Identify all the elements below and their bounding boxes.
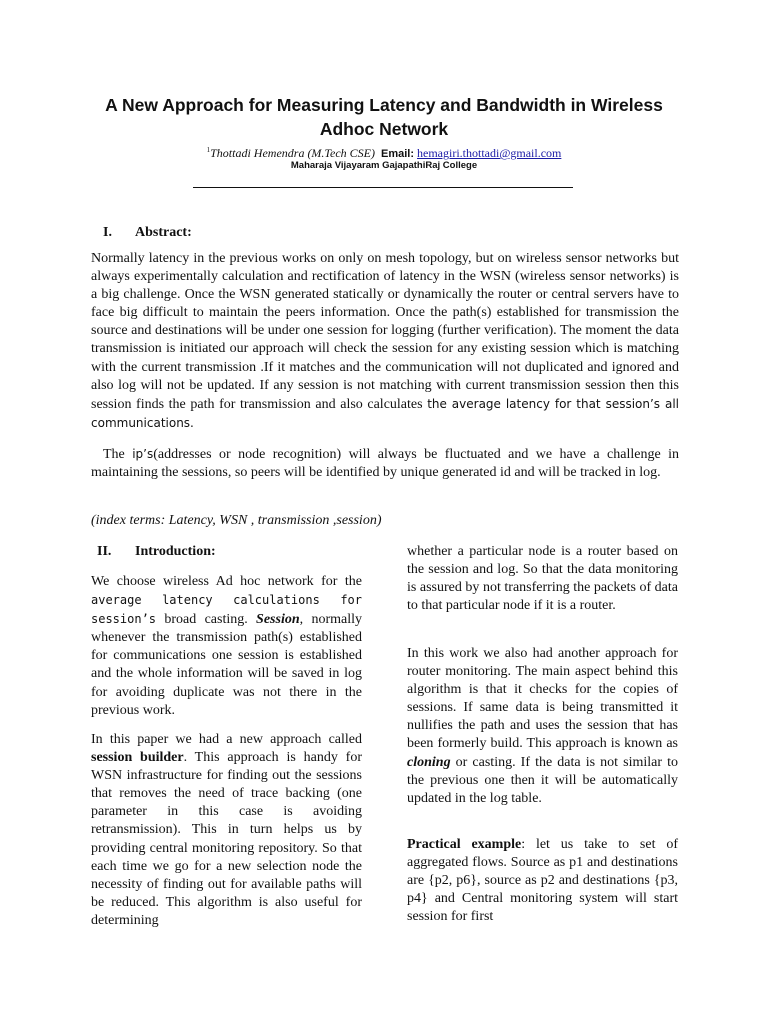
- abstract-title: Abstract:: [135, 225, 192, 240]
- abstract-p2-start: The: [103, 447, 133, 462]
- session-term: Session: [256, 612, 300, 628]
- intro-paragraph-1: [91, 573, 362, 720]
- intro-paragraph-2: [91, 731, 362, 930]
- introduction-title: Introduction:: [135, 544, 216, 559]
- abstract-paragraph-2: [91, 445, 679, 482]
- intro-right-paragraph-3: [407, 836, 678, 926]
- intro-r2-a: In this work we also had another approach for router monitoring. The main aspect behind this algorithm is that it checks for the copies of sessions. If same data is being transmitted it nullifies the path and uses the session that has been formerly build. This approach is known as: [407, 646, 678, 752]
- cloning-term: cloning: [407, 754, 451, 770]
- session-builder-term: session builder: [91, 750, 184, 766]
- affiliation: Maharaja Vijayaram GajapathiRaj College: [290, 160, 478, 171]
- intro-p1-a: We choose wireless Ad hoc network for the: [91, 574, 362, 589]
- abstract-p1-text: Normally latency in the previous works on only on mesh topology, but on wireless sensor networks but always experimentally calculation and rectification of latency in the WSN (wireless sensor networks) is a big challenge. Once the WSN generated statically or dynamically the router or central servers have to face big difficult to maintain the peers information. Once the path(s) established for transmission the source and destinations will be under one session for logging (further verification). The moment the data transmission is initiated our approach will check the session for any existing session which is matching with the current transmission .If it matches and the communication will not duplicated and ignored and also log will not be updated. If any session is not matching with current transmission session then this session finds the path for transmission and also calculates: [91, 251, 679, 412]
- practical-example-label: Practical example: [407, 837, 522, 852]
- author-superscript: 1: [206, 146, 211, 154]
- paper-title: A New Approach for Measuring Latency and Bandwidth in Wireless Adhoc Network: [105, 95, 663, 139]
- intro-p1-d: , normally whenever the transmission path(s) established for communications one session is established and the whole information will be saved in log for avoiding duplicate was not there in the previous work.: [91, 612, 362, 718]
- abstract-p1-tail: the average latency for that session’s all communications.: [91, 396, 679, 430]
- intro-right-paragraph-1: whether a particular node is a router based on the session and log. So that the data monitoring is assured by not transferring the packets of data to that particular node if it is a router.: [407, 544, 678, 614]
- intro-p1-c: broad casting.: [156, 612, 257, 628]
- abstract-heading: [103, 224, 192, 242]
- intro-p1-b: average latency calculations for session’s: [91, 593, 362, 627]
- email-link[interactable]: hemagiri.thottadi@gmail.com: [417, 146, 562, 160]
- email-label: Email:: [381, 148, 415, 160]
- introduction-heading: [97, 543, 216, 561]
- index-terms: (index terms: Latency, WSN , transmission ,session): [91, 513, 382, 528]
- intro-r3-rest: : let us take to set of aggregated flows. Source as p1 and destinations are {p2, p6}, source as p2 and destinations {p3, p4} and Central monitoring system will start session for first: [407, 837, 678, 925]
- author-name: Thottadi Hemendra (M.Tech CSE): [210, 146, 375, 160]
- abstract-number: I.: [103, 225, 112, 240]
- abstract-p2-rest: (addresses or node recognition) will always be fluctuated and we have a challenge in maintaining the sessions, so peers will be identified by unique generated id and will be tracked in log.: [91, 447, 680, 481]
- intro-right-paragraph-2: [407, 645, 678, 808]
- title-divider: [193, 187, 573, 188]
- abstract-p2-ips: ip’s: [132, 447, 154, 461]
- abstract-paragraph-1: [91, 250, 679, 433]
- intro-p2-a: In this paper we had a new approach called: [91, 732, 362, 747]
- introduction-number: II.: [97, 544, 112, 559]
- intro-r2-b: or casting. If the data is not similar to the previous one then it will be automatically updated in the log table.: [407, 754, 678, 806]
- intro-p2-b: . This approach is handy for WSN infrastructure for finding out the sessions that removes the need of trace backing (one parameter in this case is avoiding retransmission). This in turn helps us by providing central monitoring repository. So that each time we go for a new selection node the necessity of finding out for available paths will be reduced. This algorithm is also useful for determining: [91, 750, 362, 928]
